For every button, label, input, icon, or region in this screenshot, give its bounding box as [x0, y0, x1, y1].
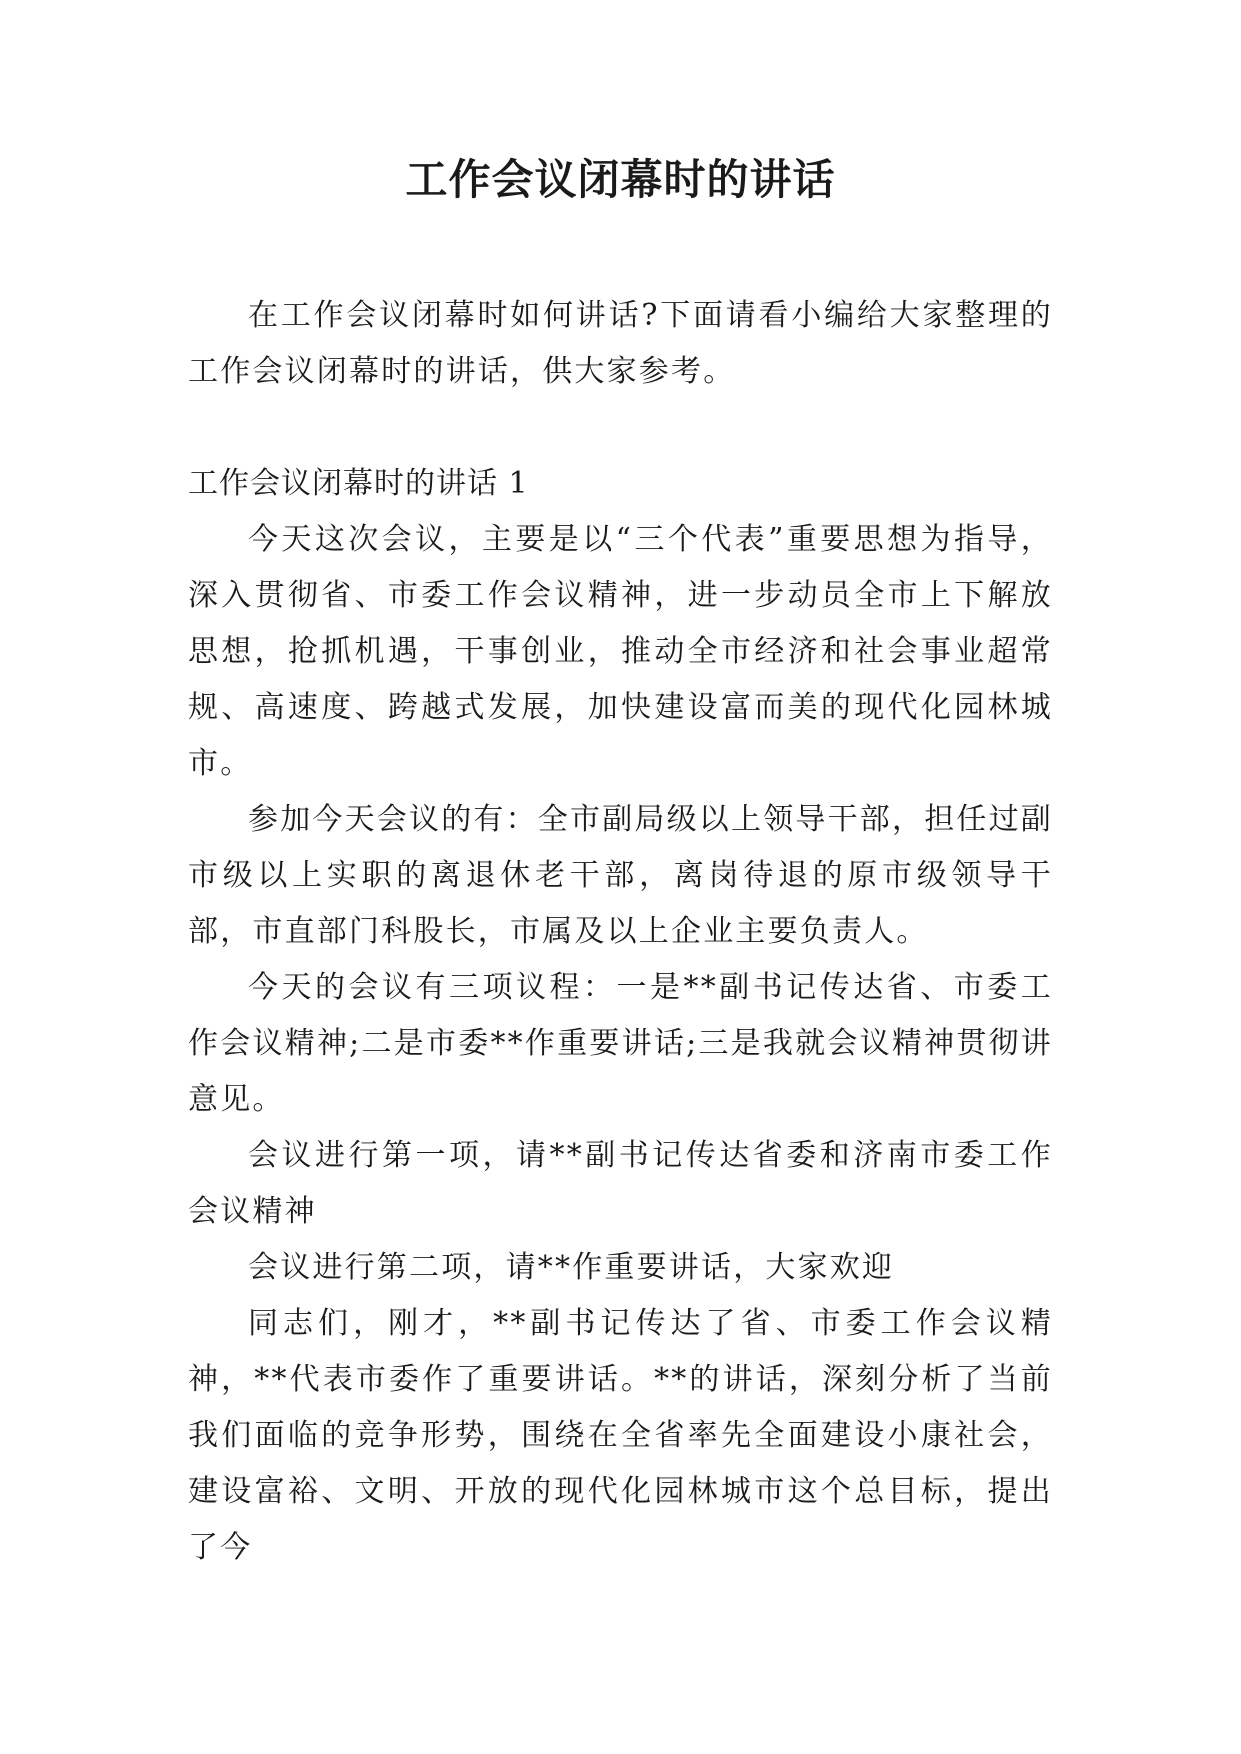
body-paragraph: 会议进行第一项，请**副书记传达省委和济南市委工作会议精神 [188, 1138, 1053, 1229]
body-paragraph: 同志们，刚才，**副书记传达了省、市委工作会议精神，**代表市委作了重要讲话。**的讲话，深刻分析了当前我们面临的竞争形势，围绕在全省率先全面建设小康社会，建设富裕、文明、开放的现代化园林城市这个总目标，提出了今 [188, 1306, 1053, 1565]
body-paragraph: 今天这次会议，主要是以“三个代表”重要思想为指导，深入贯彻省、市委工作会议精神，进一步动员全市上下解放思想，抢抓机遇，干事创业，推动全市经济和社会事业超常规、高速度、跨越式发展，加快建设富而美的现代化园林城市。 [188, 522, 1053, 781]
body-paragraph: 参加今天会议的有：全市副局级以上领导干部，担任过副市级以上实职的离退休老干部，离岗待退的原市级领导干部，市直部门科股长，市属及以上企业主要负责人。 [188, 802, 1053, 949]
body-paragraph: 今天的会议有三项议程：一是**副书记传达省、市委工作会议精神;二是市委**作重要讲话;三是我就会议精神贯彻讲意见。 [188, 970, 1053, 1117]
intro-paragraph: 在工作会议闭幕时如何讲话?下面请看小编给大家整理的工作会议闭幕时的讲话，供大家参考。 [188, 298, 1053, 389]
section-heading: 工作会议闭幕时的讲话 1 [188, 466, 529, 501]
body-paragraph: 会议进行第二项，请**作重要讲话，大家欢迎 [248, 1250, 895, 1285]
document-title: 工作会议闭幕时的讲话 [405, 155, 836, 204]
document-body [188, 288, 1053, 1576]
